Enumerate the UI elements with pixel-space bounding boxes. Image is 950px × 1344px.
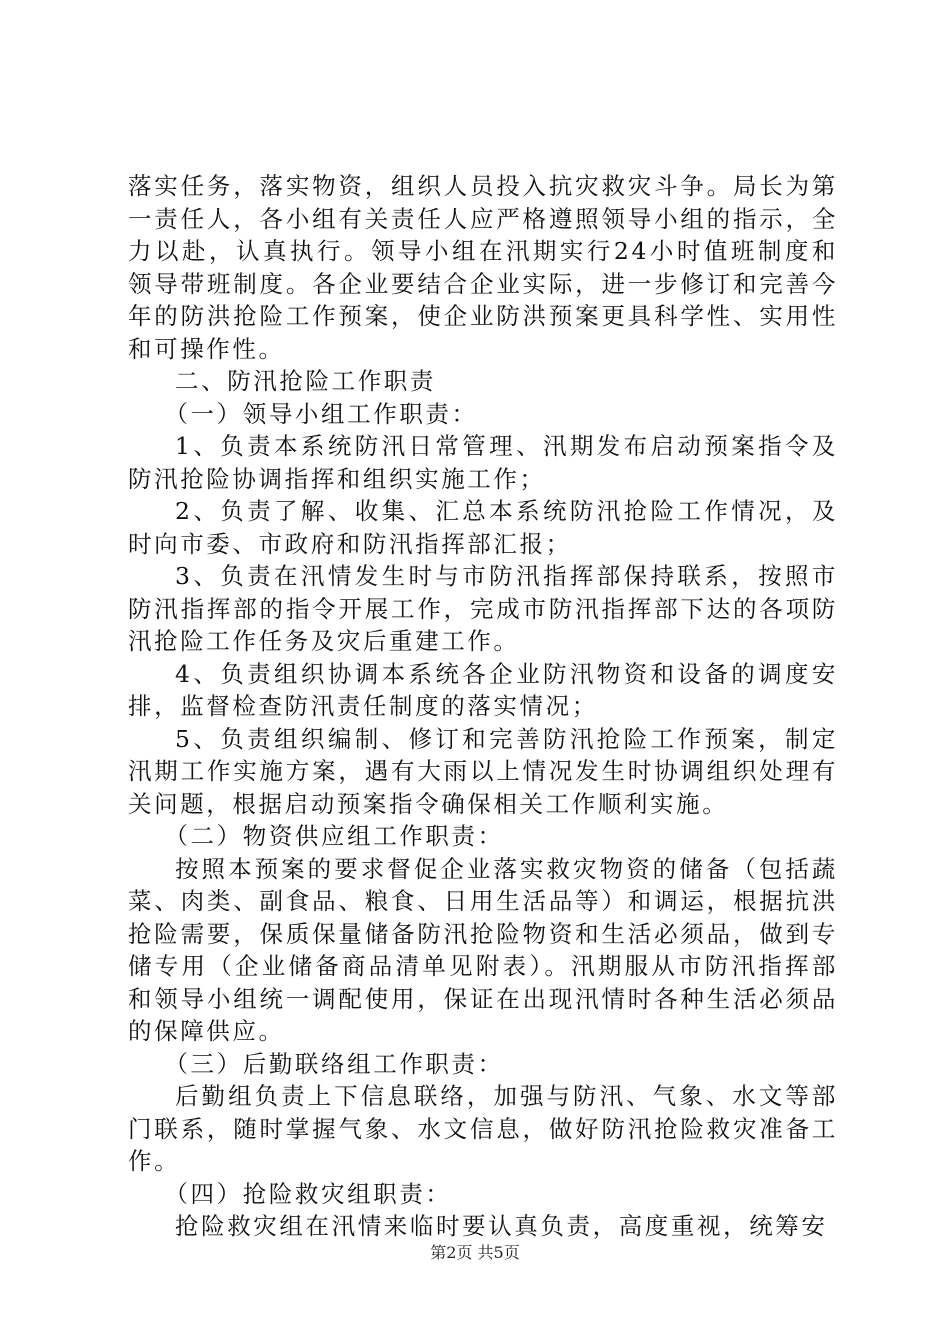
- paragraph: 按照本预案的要求督促企业落实救灾物资的储备（包括蔬菜、肉类、副食品、粮食、日用生活品等）和调运，根据抗洪抢险需要，保质保量储备防汛抢险物资和生活必须品，做到专储专用（企业储备商品清单见附表）。汛期服从市防汛指挥部和领导小组统一调配使用，保证在出现汛情时各种生活必须品的保障供应。: [128, 854, 838, 1045]
- paragraph-continuation: 落实任务，落实物资，组织人员投入抗灾救灾斗争。局长为第一责任人，各小组有关责任人应严格遵照领导小组的指示，全力以赴，认真执行。领导小组在汛期实行24小时值班制度和领导带班制度。各企业要结合企业实际，进一步修订和完善今年的防洪抢险工作预案，使企业防洪预案更具科学性、实用性和可操作性。: [128, 172, 838, 363]
- subsection-heading: （一）领导小组工作职责：: [164, 399, 478, 428]
- subsection-heading: （四）抢险救灾组职责：: [164, 1179, 452, 1208]
- subsection-heading: （三）后勤联络组工作职责：: [164, 1049, 504, 1078]
- list-item: 5、负责组织编制、修订和完善防汛抢险工作预案，制定汛期工作实施方案，遇有大雨以上情况发生时协调组织处理有关问题，根据启动预案指令确保相关工作顺利实施。: [128, 724, 838, 818]
- page-number-label: 第2页 共5页: [430, 1243, 520, 1262]
- list-item: 3、负责在汛情发生时与市防汛指挥部保持联系，按照市防汛指挥部的指令开展工作，完成市防汛指挥部下达的各项防汛抢险工作任务及灾后重建工作。: [128, 562, 838, 655]
- paragraph: 后勤组负责上下信息联络，加强与防汛、气象、水文等部门联系，随时掌握气象、水文信息，做好防汛抢险救灾准备工作。: [128, 1082, 838, 1175]
- list-item: 4、负责组织协调本系统各企业防汛物资和设备的调度安排，监督检查防汛责任制度的落实情况；: [128, 659, 838, 720]
- list-item: 1、负责本系统防汛日常管理、汛期发布启动预案指令及防汛抢险协调指挥和组织实施工作；: [128, 432, 838, 493]
- document-body: [128, 170, 838, 1243]
- subsection-heading: （二）物资供应组工作职责：: [164, 822, 504, 850]
- list-item: 2、负责了解、收集、汇总本系统防汛抢险工作情况，及时向市委、市政府和防汛指挥部汇报；: [128, 497, 838, 558]
- paragraph: 抢险救灾组在汛情来临时要认真负责，高度重视，统筹安: [175, 1212, 828, 1240]
- page-footer: [0, 1240, 950, 1263]
- section-heading: 二、防汛抢险工作职责: [175, 367, 436, 395]
